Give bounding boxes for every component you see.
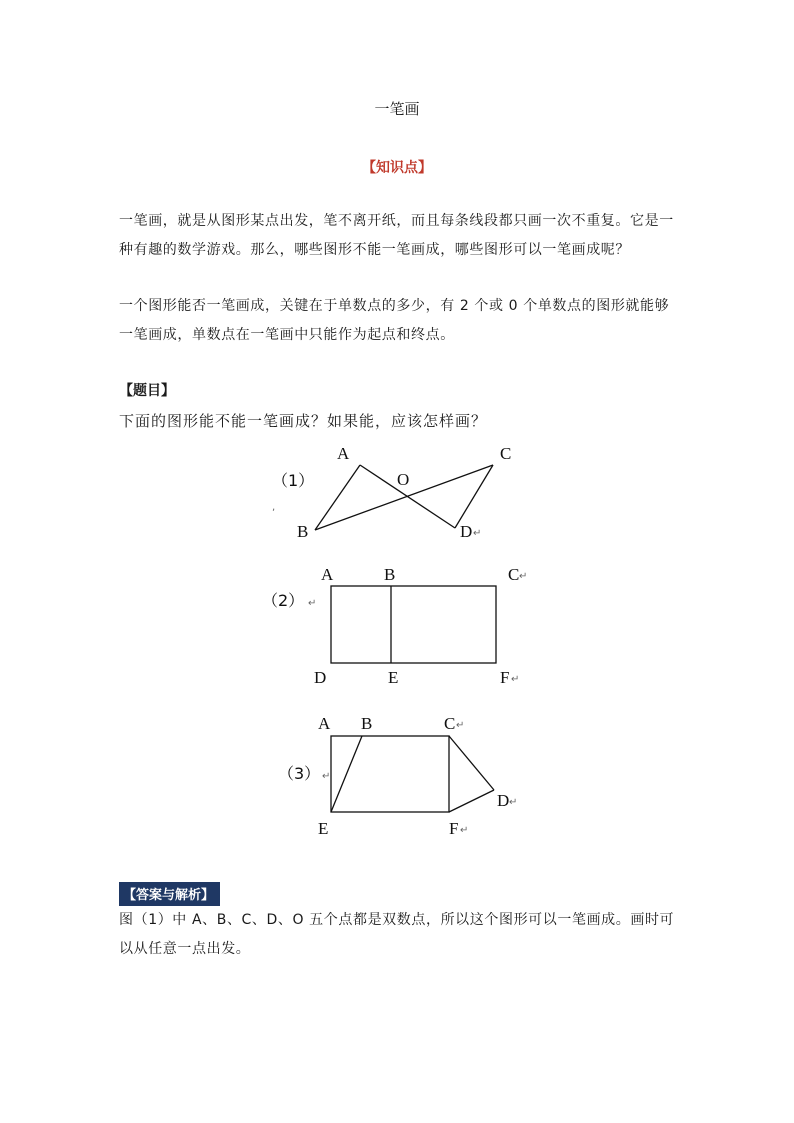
fig1-label-d: D <box>460 522 473 541</box>
fig1-label-a: A <box>337 444 350 463</box>
fig3-label-c: C <box>444 714 456 733</box>
edge-b-e <box>331 736 362 812</box>
figure-3 <box>278 714 517 838</box>
fig2-label-b: B <box>384 565 396 584</box>
fig3-rectangle <box>331 736 449 812</box>
figure-1-number: （1） <box>272 471 315 490</box>
fig3-label-f: F <box>449 819 459 838</box>
paragraph-rule: 一个图形能否一笔画成，关键在于单数点的多少，有 2 个或 0 个单数点的图形就能够一笔画成，单数点在一笔画中只能作为起点和终点。 <box>119 298 670 343</box>
fig3-label-e: E <box>318 819 329 838</box>
fig2-rectangle <box>331 586 496 663</box>
return-mark-icon: ↵ <box>509 797 518 808</box>
fig2-label-e: E <box>388 668 399 687</box>
figure-2 <box>262 565 527 687</box>
return-mark-icon: ↵ <box>511 674 520 685</box>
return-mark-icon: ↵ <box>519 571 528 582</box>
fig2-label-c: C <box>508 565 520 584</box>
edge-d-f <box>449 790 494 812</box>
answer-heading: 【答案与解析】 <box>119 882 220 906</box>
question-text: 下面的图形能不能一笔画成？如果能，应该怎样画？ <box>119 412 488 430</box>
problem-heading: 【题目】 <box>119 383 175 399</box>
edge-c-d <box>455 465 493 528</box>
return-mark-icon: ↵ <box>460 825 469 836</box>
return-mark-icon: ↵ <box>456 720 465 731</box>
fig1-label-c: C <box>500 444 512 463</box>
knowledge-heading: 【知识点】 <box>362 160 432 176</box>
page-title: 一笔画 <box>374 100 420 118</box>
edge-c-d <box>449 736 494 790</box>
answer-text: 图（1）中 A、B、C、D、O 五个点都是双数点，所以这个图形可以一笔画成。画时可以从任意一点出发。 <box>119 912 675 957</box>
figure-1-comma: , <box>272 502 276 513</box>
fig2-label-a: A <box>321 565 334 584</box>
fig2-label-d: D <box>314 668 327 687</box>
figure-1 <box>272 444 511 541</box>
return-mark-icon: ↵ <box>322 771 331 782</box>
paragraph-definition: 一笔画，就是从图形某点出发，笔不离开纸，而且每条线段都只画一次不重复。它是一种有趣的数学游戏。那么，哪些图形不能一笔画成，哪些图形可以一笔画成呢？ <box>119 213 674 258</box>
fig3-label-a: A <box>318 714 331 733</box>
fig3-label-b: B <box>361 714 373 733</box>
fig1-label-b: B <box>297 522 309 541</box>
fig2-label-f: F <box>500 668 510 687</box>
fig3-label-d: D <box>497 791 510 810</box>
return-mark-icon: ↵ <box>473 528 482 539</box>
edge-a-b <box>315 465 360 530</box>
fig1-label-o: O <box>397 470 410 489</box>
return-mark-icon: ↵ <box>308 598 317 609</box>
figure-3-number: （3） <box>278 764 321 783</box>
figure-2-number: （2） <box>262 591 305 610</box>
